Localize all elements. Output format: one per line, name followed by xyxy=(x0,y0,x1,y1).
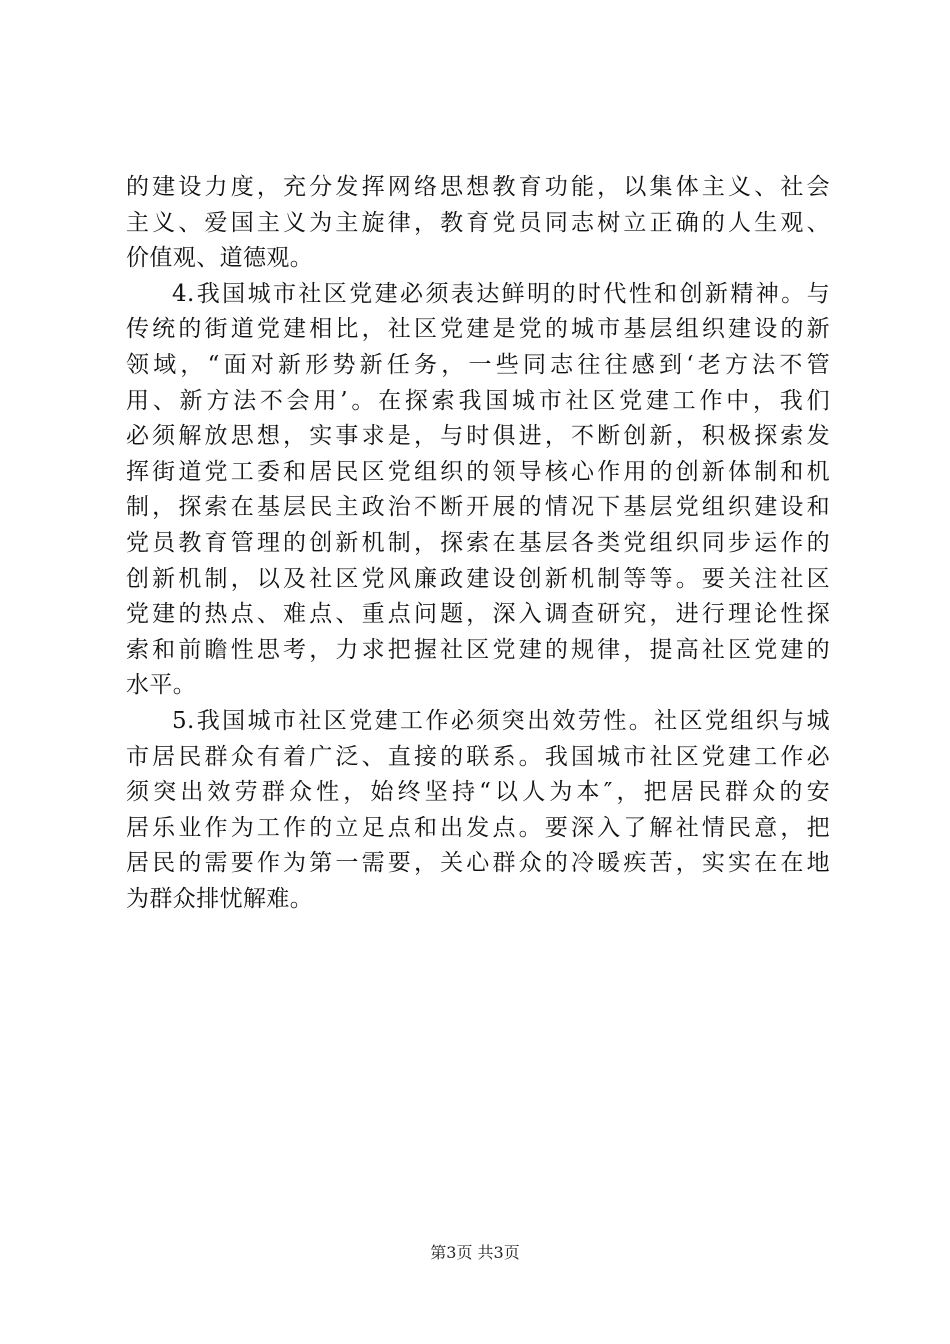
text-line: 水平。 xyxy=(126,672,197,699)
text-line: 必须解放思想，实事求是，与时俱进，不断创新，积极探索发 xyxy=(126,423,830,450)
text-line: 5.我国城市社区党建工作必须突出效劳性。社区党组织与城 xyxy=(172,707,830,734)
paragraph-point-5 xyxy=(126,704,830,918)
paragraph-continuation xyxy=(126,170,830,277)
text-line: 4.我国城市社区党建必须表达鲜明的时代性和创新精神。与 xyxy=(172,280,830,307)
text-line: 党员教育管理的创新机制，探索在基层各类党组织同步运作的 xyxy=(126,529,830,556)
paragraph-point-4 xyxy=(126,277,830,704)
text-line: 市居民群众有着广泛、直接的联系。我国城市社区党建工作必 xyxy=(126,743,830,770)
text-line: 居民的需要作为第一需要，关心群众的冷暖疾苦，实实在在地 xyxy=(126,850,830,877)
body-text xyxy=(126,170,830,917)
text-line: 创新机制，以及社区党风廉政建设创新机制等等。要关注社区 xyxy=(126,565,830,592)
text-line: 主义、爱国主义为主旋律，教育党员同志树立正确的人生观、 xyxy=(126,209,830,236)
text-line: 制，探索在基层民主政治不断开展的情况下基层党组织建设和 xyxy=(126,494,830,521)
page-number-footer: 第3页 共3页 xyxy=(430,1243,520,1262)
text-line: 为群众排忧解难。 xyxy=(126,885,314,912)
text-line: 须突出效劳群众性，始终坚持“以人为本″，把居民群众的安 xyxy=(126,779,830,806)
text-line: 价值观、道德观。 xyxy=(126,245,314,272)
text-line: 居乐业作为工作的立足点和出发点。要深入了解社情民意，把 xyxy=(126,814,830,841)
text-line: 用、新方法不会用’。在探索我国城市社区党建工作中，我们 xyxy=(126,387,830,414)
text-line: 的建设力度，充分发挥网络思想教育功能，以集体主义、社会 xyxy=(126,174,830,200)
text-line: 党建的热点、难点、重点问题，深入调查研究，进行理论性探 xyxy=(126,601,830,628)
text-line: 挥街道党工委和居民区党组织的领导核心作用的创新体制和机 xyxy=(126,458,830,485)
text-line: 索和前瞻性思考，力求把握社区党建的规律，提高社区党建的 xyxy=(126,636,830,663)
text-line: 传统的街道党建相比，社区党建是党的城市基层组织建设的新 xyxy=(126,316,830,343)
text-line: 领域，“面对新形势新任务，一些同志往往感到‘老方法不管 xyxy=(126,351,830,378)
